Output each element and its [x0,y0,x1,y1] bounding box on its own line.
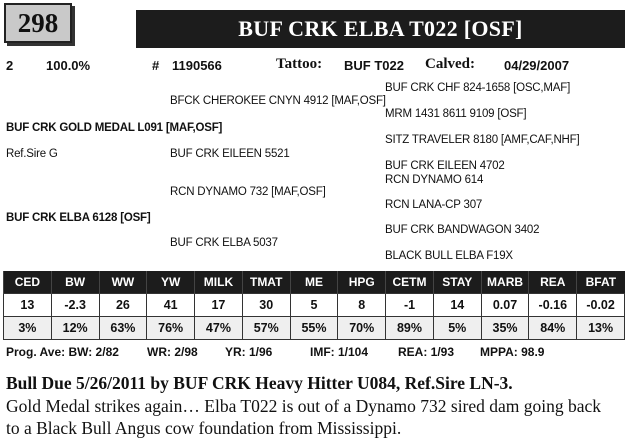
pedigree-sire-sire-dam: MRM 1431 8611 9109 [OSF] [385,108,527,120]
tattoo-value: BUF T022 [344,58,404,73]
epd-percentile-row [4,316,625,339]
pedigree-sire-sire: BFCK CHEROKEE CNYN 4912 [MAF,OSF] [170,95,386,107]
pedigree-dam-dam: BUF CRK ELBA 5037 [170,237,278,249]
sale-note-headline: Bull Due 5/26/2011 by BUF CRK Heavy Hitter U084, Ref.Sire LN-3. [6,373,513,393]
epd-percentile: 13% [577,316,625,339]
epd-value: 41 [147,293,195,316]
animal-title: BUF CRK ELBA T022 [OSF] [136,10,625,48]
progeny-rea: REA: 1/93 [398,345,455,359]
progeny-yr: YR: 1/96 [225,345,273,359]
epd-header: CETM [386,271,434,293]
pedigree-sire-dam: BUF CRK EILEEN 5521 [170,148,290,160]
epd-header-row [4,271,625,293]
pedigree-dam-dam-dam: BLACK BULL ELBA F19X [385,250,513,262]
epd-value: -1 [386,293,434,316]
pedigree-sire: BUF CRK GOLD MEDAL L091 [MAF,OSF] [6,122,223,134]
epd-value: 8 [338,293,386,316]
pedigree-sire-dam-dam: BUF CRK EILEEN 4702 [385,160,505,172]
epd-percentile: 76% [147,316,195,339]
calved-label: Calved: [425,56,475,72]
sale-note-line: Gold Medal strikes again… Elba T022 is out of a Dynamo 732 sired dam going back [6,396,602,416]
epd-table [3,271,625,340]
epd-percentile: 70% [338,316,386,339]
epd-header: HPG [338,271,386,293]
epd-percentile: 35% [481,316,529,339]
epd-header: BW [51,271,99,293]
epd-value: -2.3 [51,293,99,316]
epd-header: ME [290,271,338,293]
epd-header: CED [4,271,52,293]
epd-value: -0.02 [577,293,625,316]
info-percent: 100.0% [46,58,91,73]
calved-date: 04/29/2007 [504,58,570,73]
epd-percentile: 3% [4,316,52,339]
epd-value-row [4,293,625,316]
pedigree-dam-sire-sire: RCN DYNAMO 614 [385,174,484,186]
epd-percentile: 63% [99,316,147,339]
epd-percentile: 57% [242,316,290,339]
epd-value: 26 [99,293,147,316]
epd-percentile: 55% [290,316,338,339]
epd-percentile: 5% [433,316,481,339]
pedigree-sire-sire-sire: BUF CRK CHF 824-1658 [OSC,MAF] [385,82,571,94]
pedigree-sire-dam-sire: SITZ TRAVELER 8180 [AMF,CAF,NHF] [385,134,580,146]
epd-value: 17 [195,293,243,316]
progeny-wr: WR: 2/98 [147,345,198,359]
pedigree-dam: BUF CRK ELBA 6128 [OSF] [6,212,151,224]
pedigree-dam-dam-sire: BUF CRK BANDWAGON 3402 [385,224,540,236]
pedigree-dam-sire: RCN DYNAMO 732 [MAF,OSF] [170,186,326,198]
epd-header: MARB [481,271,529,293]
reg-number: 1190566 [172,58,222,73]
epd-value: 14 [433,293,481,316]
lot-number: 298 [4,3,72,43]
epd-percentile: 84% [529,316,577,339]
tattoo-label: Tattoo: [276,56,323,72]
ref-sire: Ref.Sire G [6,148,58,160]
epd-value: 13 [4,293,52,316]
epd-header: STAY [433,271,481,293]
epd-header: WW [99,271,147,293]
sale-note-line: to a Black Bull Angus cow foundation from Mississippi. [6,418,402,438]
epd-header: MILK [195,271,243,293]
epd-percentile: 89% [386,316,434,339]
progeny-ave-bw: Prog. Ave: BW: 2/82 [6,345,119,359]
epd-header: BFAT [577,271,625,293]
epd-value: 30 [242,293,290,316]
epd-value: -0.16 [529,293,577,316]
epd-percentile: 47% [195,316,243,339]
info-tag: 2 [6,58,14,73]
pedigree-dam-sire-dam: RCN LANA-CP 307 [385,199,483,211]
progeny-mppa: MPPA: 98.9 [480,345,545,359]
epd-header: REA [529,271,577,293]
epd-value: 0.07 [481,293,529,316]
epd-percentile: 12% [51,316,99,339]
epd-header: TMAT [242,271,290,293]
progeny-imf: IMF: 1/104 [310,345,369,359]
epd-value: 5 [290,293,338,316]
reg-label: # [152,58,160,73]
epd-header: YW [147,271,195,293]
